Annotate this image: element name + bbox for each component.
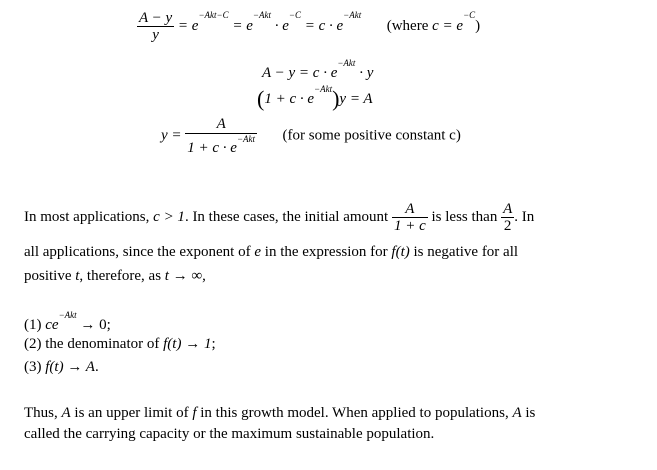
p1-l2-a: all applications, since the exponent of (24, 244, 255, 260)
eq4-denominator (185, 134, 257, 157)
eq1-note-prefix: (where (386, 17, 429, 34)
p1-l3-c: , (202, 268, 206, 284)
p1-l3-b: , therefore, as (79, 268, 165, 284)
equation-1 (137, 10, 480, 43)
eq2-tail: · y (359, 65, 374, 81)
paragraph-2-line-2 (24, 426, 434, 443)
paragraph-1-line-1 (24, 201, 534, 234)
item1-math: ce (45, 317, 59, 333)
item3-math: f(t) → A (45, 359, 95, 375)
eq2-exp: −Akt (337, 58, 356, 68)
p1-t1: In most applications, (24, 208, 154, 225)
eq4-note: (for some positive constant c) (282, 127, 461, 144)
eq4-den-exp: −Akt (236, 134, 256, 144)
eq3-close-paren: ) (332, 86, 340, 111)
eq4-den-text: 1 + c · e (187, 140, 237, 156)
eq1-numerator: A − y (139, 10, 173, 26)
eq1-rhs1: = e (177, 17, 199, 34)
p2-A1: A (61, 405, 71, 421)
item3-label: (3) (24, 359, 46, 375)
eq3-exp: −Akt (314, 84, 333, 94)
p1-l3-a: positive (24, 268, 76, 284)
p1-m1: c > 1 (153, 208, 185, 225)
p1-t2: . In these cases, the initial amount (184, 208, 389, 225)
list-item-1 (24, 310, 111, 334)
p1-frac1 (392, 201, 428, 234)
p2-t2: is an upper limit of (70, 405, 193, 421)
p1-frac2-num: A (503, 201, 513, 217)
p2-t4: is (521, 405, 536, 421)
list-item-2 (24, 336, 216, 353)
p2-t3: in this growth model. When applied to populations, (196, 405, 513, 421)
p2-f: f (192, 405, 197, 421)
eq3-open-paren: ( (257, 86, 265, 111)
eq3-tail: y = A (339, 91, 373, 107)
eq1-denominator: y (152, 27, 159, 43)
item2-math: f(t) → 1 (163, 336, 212, 352)
item2-tail: ; (211, 336, 216, 352)
p1-t3: is less than (431, 208, 498, 225)
eq1-rhs3: = c · e (304, 17, 344, 34)
p1-l3-lim: t → ∞ (164, 268, 203, 284)
item1-exp: −Akt (58, 310, 77, 320)
eq1-fraction (137, 10, 174, 43)
eq1-rhs2: = e (232, 17, 253, 34)
p1-frac2-den: 2 (503, 218, 512, 234)
eq1-note-exp: −C (463, 9, 476, 20)
equation-4 (161, 115, 461, 157)
list-item-3 (24, 359, 99, 376)
eq4-lhs: y = (161, 127, 182, 144)
p1-l2-e: e (254, 244, 262, 260)
p1-frac2 (501, 201, 514, 234)
p1-frac1-num: A (392, 201, 428, 218)
equation-2 (262, 58, 374, 82)
eq1-exp3: −C (288, 9, 301, 20)
item1-tail: → 0; (76, 317, 111, 333)
p1-t4: . In (514, 208, 535, 225)
item1-label: (1) (24, 317, 46, 333)
p1-l3-t: t (75, 268, 80, 284)
eq1-note-suffix: ) (475, 17, 481, 34)
p1-l2-f: f(t) (391, 244, 410, 260)
p1-l2-b: in the expression for (261, 244, 392, 260)
eq1-exp4: −Akt (343, 9, 362, 20)
eq3-inner: 1 + c · e (264, 91, 315, 107)
eq1-note-eq: c = e (432, 17, 464, 34)
equation-3 (257, 86, 373, 112)
p1-frac1-den: 1 + c (393, 218, 426, 234)
eq1-exp2: −Akt (252, 9, 271, 20)
eq4-fraction (185, 115, 257, 157)
eq1-dot: · e (274, 17, 289, 34)
p2-t1: Thus, (24, 405, 62, 421)
p1-l2-c: is negative for all (409, 244, 519, 260)
item3-tail: . (94, 359, 99, 375)
p2-A2: A (512, 405, 522, 421)
paragraph-2-line-1 (24, 405, 535, 422)
item2-label: (2) the denominator of (24, 336, 164, 352)
eq2-lhs: A − y = c · e (262, 65, 338, 81)
eq1-exp1: −Akt−C (198, 9, 229, 20)
eq4-numerator: A (185, 115, 257, 134)
paragraph-1-line-2 (24, 244, 518, 261)
paragraph-1-line-3 (24, 268, 206, 285)
p2-line2: called the carrying capacity or the maximum sustainable population. (24, 426, 435, 442)
